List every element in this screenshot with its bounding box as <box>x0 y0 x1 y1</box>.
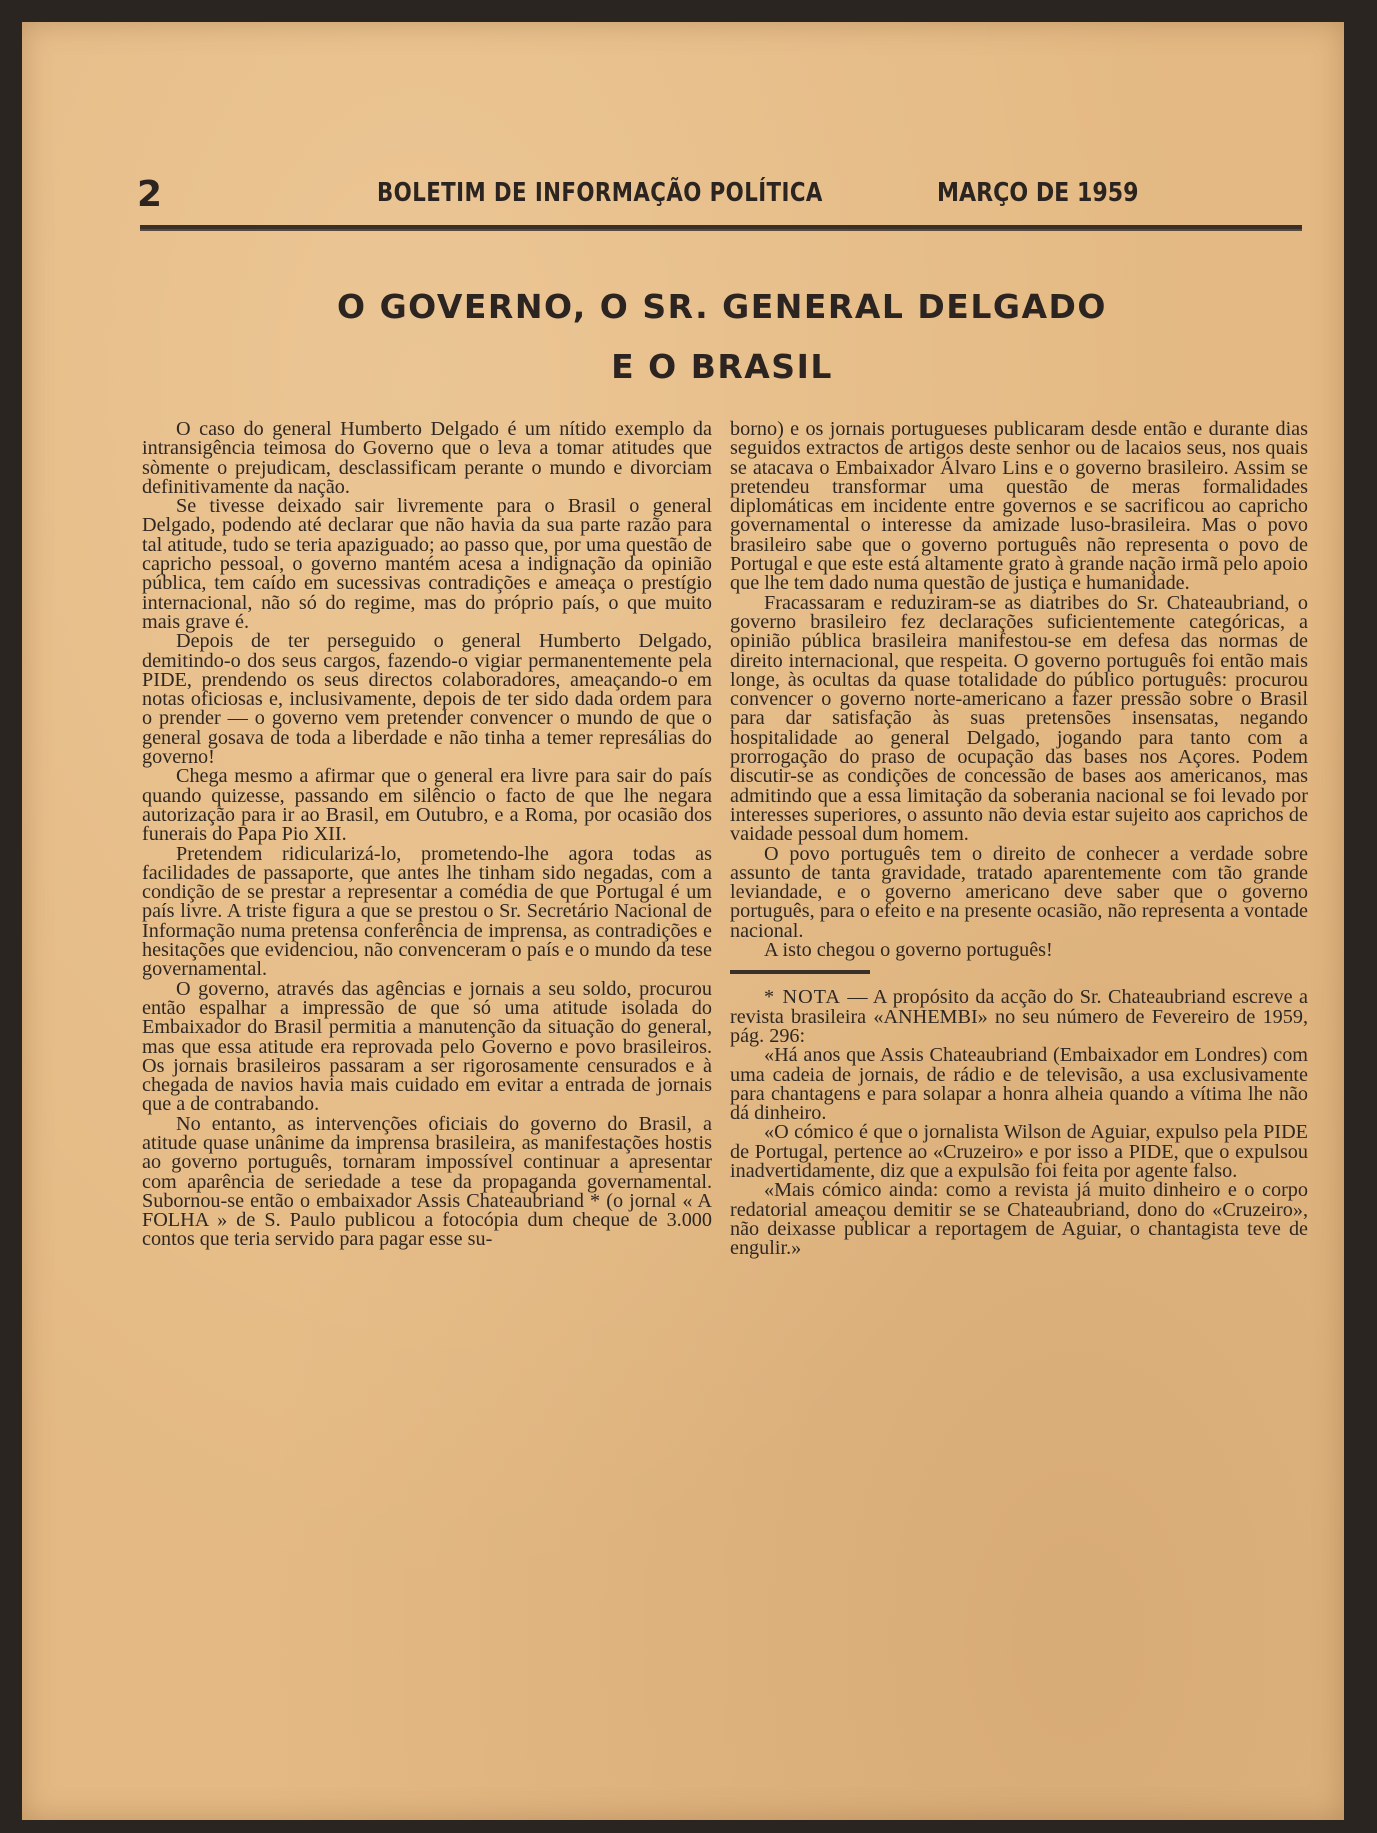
page-number: 2 <box>137 174 163 215</box>
paragraph: borno) e os jornais portugueses publicaram desde então e durante dias seguidos extractos de artigos deste senhor ou de lacaios seus, nos quais se atacava o Embaixador Álvaro Lins e o governo brasileiro. Assim se pretendeu transformar uma questão de meras formalidades diplomáticas em incidente entre governos e se sacrificou ao capricho governamental o interesse da amizade luso-brasileira. Mas o povo brasileiro sabe que o governo português não representa o povo de Portugal e que este está altamente grato à grande nação irmã pelo apoio que lhe tem dado numa questão de justiça e humanidade. <box>730 418 1308 595</box>
note-quote: «O cómico é que o jornalista Wilson de Aguiar, expulso pela PIDE de Portugal, pertence ao «Cruzeiro» e por isso a PIDE, que o expulsou inadvertidamente, diz que a expulsão foi feita por agente falso. <box>730 1121 1308 1182</box>
note-paragraph <box>730 988 1308 1046</box>
note-quote: «Mais cómico ainda: como a revista já muito dinheiro e o corpo redatorial ameaçou demitir se se Chateaubriand, dono do «Cruzeiro», não deixasse publicar a reportagem de Aguiar, o chantagista teve de engulir.» <box>730 1179 1308 1260</box>
note-quote: «Há anos que Assis Chateaubriand (Embaixador em Londres) com uma cadeia de jornais, de rádio e de televisão, a usa exclusivamente para chantagens e para solapar a honra alheia quando a vítima lhe não dá dinheiro. <box>730 1044 1308 1125</box>
headline-line-2: E O BRASIL <box>611 347 833 386</box>
note-intro: — A propósito da acção do Sr. Chateaubriand escreve a revista brasileira «ANHEMBI» no seu número de Fevereiro de 1959, pág. 296: <box>730 986 1308 1047</box>
headline-line-1: O GOVERNO, O SR. GENERAL DELGADO <box>337 287 1107 326</box>
paragraph: No entanto, as intervenções oficiais do governo do Brasil, a atitude quase unânime da imprensa brasileira, as manifestações hostis ao governo português, tornaram impossível continuar a apresentar com aparência de seriedade a tese da propaganda governamental. Subornou-se então o embaixador Assis Chateaubriand * (o jornal « A FOLHA » de S. Paulo publicou a fotocópia dum cheque de 3.000 contos que teria servido para pagar esse su- <box>142 1112 712 1251</box>
note-label: * NOTA <box>764 986 841 1009</box>
issue-date: MARÇO DE 1959 <box>937 178 1139 208</box>
publication-title: BOLETIM DE INFORMAÇÃO POLÍTICA <box>377 178 823 208</box>
header-rule <box>140 225 1302 231</box>
paragraph: A isto chegou o governo português! <box>764 939 1053 962</box>
page-header <box>117 172 1302 215</box>
paragraph: Chega mesmo a afirmar que o general era livre para sair do país quando quizesse, passando em silêncio o facto de que lhe negara autorização para ir ao Brasil, em Outubro, e a Roma, por ocasião dos funerais do Papa Pio XII. <box>142 765 712 846</box>
paragraph: Pretendem ridicularizá-lo, prometendo-lhe agora todas as facilidades de passaporte, que antes lhe tinham sido negadas, com a condição de se prestar a representar a comédia de que Portugal é um país livre. A triste figura a que se prestou o Sr. Secretário Nacional de Informação numa pretensa conferência de imprensa, as contradições e hesitações que evidenciou, não convenceram o país e o mundo da tese governamental. <box>142 842 712 981</box>
paragraph: Depois de ter perseguido o general Humberto Delgado, demitindo-o dos seus cargos, fazendo-o vigiar permanentemente pela PIDE, prendendo os seus directos colaboradores, ameaçando-o em notas oficiosas e, inclusivamente, depois de ter sido dada ordem para o prender — o governo vem pretender convencer o mundo de que o general gosava de toda a liberdade e não tinha a temer represálias do governo! <box>142 630 712 769</box>
paragraph: Se tivesse deixado sair livremente para o Brasil o general Delgado, podendo até declarar que não havia da sua parte razão para tal atitude, tudo se teria apaziguado; ao passo que, por uma questão de capricho pessoal, o governo mantém acesa a indignação da opinião pública, tem caído em sucessivas contradições e ameaça o prestígio internacional, não só do regime, mas do próprio país, o que muito mais grave é. <box>142 495 712 633</box>
paragraph: Fracassaram e reduziram-se as diatribes do Sr. Chateaubriand, o governo brasileiro fez declarações suficientemente categóricas, a opinião pública brasileira manifestou-se em defesa das normas de direito internacional, que respeita. O governo português foi então mais longe, às ocultas da quase totalidade do público português: procurou convencer o governo norte-americano a fazer pressão sobre o Brasil para dar satisfação às suas pretensões insensatas, negando hospitalidade ao general Delgado, jogando para tanto com a prorrogação do praso de ocupação das bases nos Açores. Podem discutir-se as condições de concessão de bases aos americanos, mas admitindo que a essa limitação da soberania nacional se foi levado por interesses superiores, o assunto não devia estar sujeito aos caprichos de vaidade pessoal dum homem. <box>730 591 1308 846</box>
newspaper-page <box>22 22 1344 1820</box>
note-divider <box>730 970 870 974</box>
paragraph: O caso do general Humberto Delgado é um nítido exemplo da intransigência teimosa do Governo que o leva a tomar atitudes que sòmente o prejudicam, desclassificam perante o mundo e divorciam definitivamente da nação. <box>142 418 712 498</box>
article-headline <box>142 277 1302 397</box>
right-column <box>730 420 1308 1258</box>
paragraph: O povo português tem o direito de conhecer a verdade sobre assunto de tanta gravidade, tratado aparentemente com tão grande leviandade, e o governo americano deve saber que o governo português, para o efeito e na presente ocasião, não representa a vontade nacional. <box>730 842 1308 942</box>
paragraph: O governo, através das agências e jornais a seu soldo, procurou então espalhar a impressão de que só uma atitude isolada do Embaixador do Brasil permitia a manutenção da situação do general, mas que essa atitude era reprovada pelo Governo e povo brasileiros. Os jornais brasileiros passaram a ser rigorosamente censurados e à chegada de navios havia mais cuidado em evitar a entrada de jornais que a de contrabando. <box>142 977 712 1116</box>
left-column <box>142 420 712 1250</box>
